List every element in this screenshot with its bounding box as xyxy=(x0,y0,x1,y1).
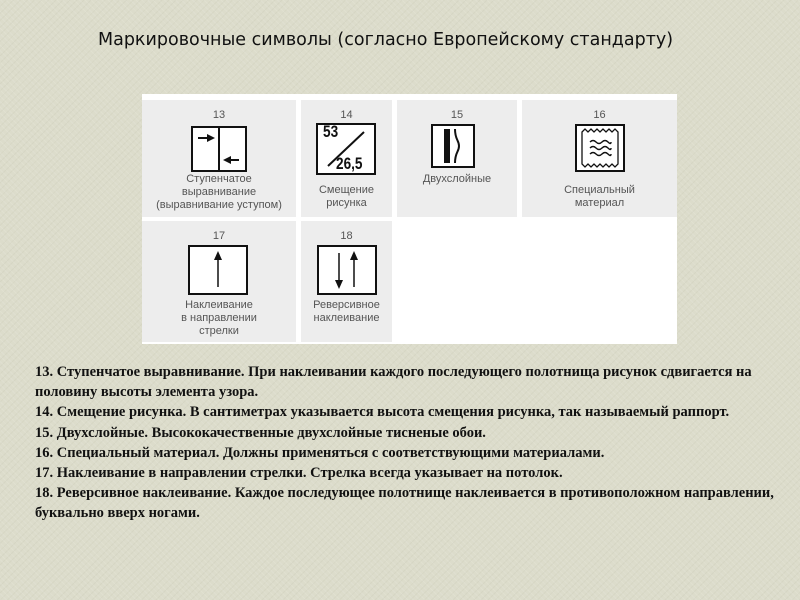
symbol-descriptions xyxy=(35,362,775,524)
symbol-card-17 xyxy=(142,221,296,342)
duplex-icon xyxy=(431,124,475,168)
symbol-card-18 xyxy=(301,221,392,342)
offset-bottom-value: 26,5 xyxy=(336,154,363,173)
description-15: 15. Двухслойные. Высококачественные двухслойные тисненые обои. xyxy=(35,424,486,441)
symbol-label: Ступенчатое выравнивание (выравнивание уступом) xyxy=(156,173,282,211)
symbol-card-16 xyxy=(522,100,677,217)
symbol-label: Наклеивание в направлении стрелки xyxy=(181,299,257,337)
symbols-panel xyxy=(142,94,677,344)
symbol-card-14 xyxy=(301,100,392,217)
staggered-match-icon xyxy=(191,126,247,172)
pattern-offset-icon xyxy=(316,123,376,175)
symbol-number: 17 xyxy=(212,230,226,242)
symbol-label: Двухслойные xyxy=(422,173,492,185)
symbol-label: Реверсивное наклеивание xyxy=(313,299,380,324)
description-14: 14. Смещение рисунка. В сантиметрах указывается высота смещения рисунка, так называемый раппорт. xyxy=(35,404,730,421)
description-16: 16. Специальный материал. Должны применяться с соответствующими материалами. xyxy=(35,444,605,461)
description-13: 13. Ступенчатое выравнивание. При наклеивании каждого последующего полотнища рисунок сдвигается на половину высоты элемента узора. xyxy=(35,364,752,401)
reverse-hanging-icon xyxy=(317,245,377,295)
symbol-label: Специальный материал xyxy=(564,184,635,209)
symbol-number: 14 xyxy=(340,109,353,121)
description-18: 18. Реверсивное наклеивание. Каждое последующее полотнище наклеивается в противоположном направлении, буквально вверх ногами. xyxy=(35,485,774,522)
description-17: 17. Наклеивание в направлении стрелки. Стрелка всегда указывает на потолок. xyxy=(35,465,563,482)
offset-top-value: 53 xyxy=(323,122,339,141)
symbol-number: 15 xyxy=(450,109,464,121)
special-material-icon xyxy=(575,124,625,172)
symbol-card-13 xyxy=(142,100,296,217)
arrow-direction-icon xyxy=(188,245,248,295)
symbol-label: Смещение рисунка xyxy=(318,184,374,209)
symbol-number: 13 xyxy=(212,109,226,121)
slide-title: Маркировочные символы (согласно Европейскому стандарту) xyxy=(98,30,674,50)
symbol-number: 18 xyxy=(340,230,353,242)
symbol-number: 16 xyxy=(593,109,606,121)
symbol-card-15 xyxy=(397,100,517,217)
